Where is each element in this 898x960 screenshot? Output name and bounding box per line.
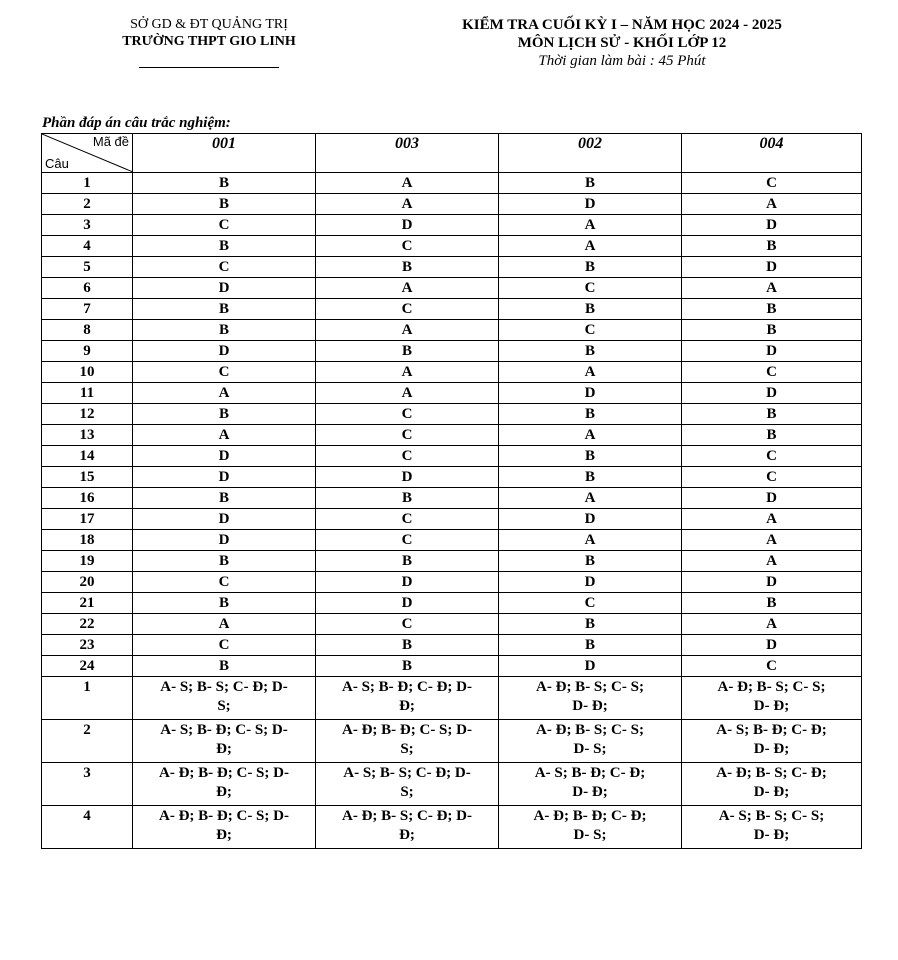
- true-false-answer-cell: [316, 763, 499, 806]
- answer-cell: A: [316, 320, 499, 341]
- answer-cell: D: [316, 593, 499, 614]
- answer-cell: C: [133, 362, 316, 383]
- answer-line: A- S; B- Đ; C- S; D-: [160, 722, 288, 738]
- answer-cell: C: [682, 656, 862, 677]
- answer-cell: A: [682, 614, 862, 635]
- exam-duration: Thời gian làm bài : 45 Phút: [538, 53, 706, 69]
- answer-cell: A: [682, 551, 862, 572]
- table-row: [42, 194, 862, 215]
- answer-cell: D: [133, 467, 316, 488]
- table-row: [42, 551, 862, 572]
- answer-cell: B: [499, 551, 682, 572]
- answer-cell: B: [499, 299, 682, 320]
- table-row: [42, 593, 862, 614]
- answer-cell: A: [133, 425, 316, 446]
- question-number-cell: 21: [42, 593, 133, 614]
- header-left: [74, 16, 344, 68]
- answer-cell: B: [499, 446, 682, 467]
- answer-cell: D: [682, 383, 862, 404]
- answer-cell: B: [682, 236, 862, 257]
- table-row: [42, 257, 862, 278]
- answer-cell: B: [316, 635, 499, 656]
- true-false-answer-cell: [682, 677, 862, 720]
- answer-cell: C: [499, 320, 682, 341]
- true-false-answer-cell: [316, 677, 499, 720]
- answer-line: A- Đ; B- Đ; C- Đ;: [533, 808, 647, 824]
- answer-line: S;: [400, 784, 414, 800]
- section-title: Phần đáp án câu trắc nghiệm:: [42, 115, 231, 131]
- answer-line: A- Đ; B- Đ; C- S; D-: [342, 722, 472, 738]
- answer-line: D- Đ;: [572, 784, 608, 800]
- answer-line: S;: [217, 698, 231, 714]
- true-false-answer-cell: [133, 763, 316, 806]
- table-row: [42, 362, 862, 383]
- question-number-cell: 11: [42, 383, 133, 404]
- question-number-cell: 17: [42, 509, 133, 530]
- true-false-answer-cell: [499, 763, 682, 806]
- answer-line: A- Đ; B- S; C- S;: [536, 722, 644, 738]
- answer-cell: C: [316, 425, 499, 446]
- answer-cell: C: [316, 614, 499, 635]
- answer-cell: B: [316, 551, 499, 572]
- answer-cell: B: [499, 341, 682, 362]
- answer-cell: B: [133, 488, 316, 509]
- table-row: [42, 425, 862, 446]
- table-row: [42, 299, 862, 320]
- answer-cell: B: [682, 299, 862, 320]
- answer-cell: B: [682, 320, 862, 341]
- answer-cell: C: [682, 467, 862, 488]
- question-number-cell: 1: [42, 677, 133, 720]
- question-number-cell: 6: [42, 278, 133, 299]
- answer-cell: D: [499, 572, 682, 593]
- question-number-cell: 12: [42, 404, 133, 425]
- answer-cell: A: [316, 362, 499, 383]
- answer-line: A- Đ; B- Đ; C- S; D-: [159, 765, 289, 781]
- question-number-cell: 16: [42, 488, 133, 509]
- question-number-cell: 1: [42, 173, 133, 194]
- table-row: [42, 656, 862, 677]
- table-row: [42, 236, 862, 257]
- answer-line: A- Đ; B- S; C- Đ; D-: [342, 808, 472, 824]
- answer-cell: A: [499, 362, 682, 383]
- answer-line: D- Đ;: [572, 698, 608, 714]
- answer-cell: A: [499, 236, 682, 257]
- answer-cell: D: [682, 635, 862, 656]
- answer-line: A- S; B- Đ; C- Đ;: [534, 765, 646, 781]
- corner-label-exam-code: Mã đề: [92, 134, 129, 149]
- answer-cell: C: [499, 278, 682, 299]
- school-name: TRƯỜNG THPT GIO LINH: [122, 34, 296, 49]
- answer-cell: B: [316, 488, 499, 509]
- answer-cell: B: [133, 173, 316, 194]
- answer-cell: A: [499, 530, 682, 551]
- true-false-answer-cell: [133, 677, 316, 720]
- table-row: [42, 763, 862, 806]
- answer-cell: A: [316, 383, 499, 404]
- exam-subject: MÔN LỊCH SỬ - KHỐI LỚP 12: [517, 35, 727, 51]
- answer-cell: B: [316, 257, 499, 278]
- answer-cell: B: [499, 614, 682, 635]
- table-row: [42, 572, 862, 593]
- answer-cell: A: [499, 425, 682, 446]
- answer-cell: B: [499, 635, 682, 656]
- answer-cell: C: [316, 236, 499, 257]
- answer-line: Đ;: [399, 698, 415, 714]
- question-number-cell: 2: [42, 720, 133, 763]
- true-false-answer-cell: [682, 806, 862, 849]
- table-row: [42, 215, 862, 236]
- answer-key-table: [41, 133, 862, 849]
- answer-cell: D: [499, 194, 682, 215]
- answer-cell: D: [133, 278, 316, 299]
- true-false-answer-cell: [499, 720, 682, 763]
- table-body: [42, 173, 862, 849]
- answer-cell: C: [499, 593, 682, 614]
- answer-cell: D: [682, 488, 862, 509]
- answer-cell: D: [682, 257, 862, 278]
- header-right: [392, 16, 852, 70]
- answer-cell: A: [682, 278, 862, 299]
- exam-code-header: 001: [133, 134, 316, 173]
- answer-cell: D: [682, 341, 862, 362]
- answer-cell: A: [499, 215, 682, 236]
- table-row: [42, 320, 862, 341]
- table-row: [42, 806, 862, 849]
- answer-cell: D: [133, 446, 316, 467]
- table-row: [42, 404, 862, 425]
- answer-cell: B: [682, 425, 862, 446]
- question-number-cell: 19: [42, 551, 133, 572]
- table-row: [42, 509, 862, 530]
- answer-cell: B: [316, 341, 499, 362]
- table-header-row: [42, 134, 862, 173]
- answer-cell: A: [682, 530, 862, 551]
- question-number-cell: 14: [42, 446, 133, 467]
- answer-cell: D: [499, 656, 682, 677]
- answer-line: A- Đ; B- S; C- Đ;: [716, 765, 827, 781]
- answer-line: S;: [400, 741, 414, 757]
- answer-cell: C: [316, 446, 499, 467]
- answer-line: D- Đ;: [753, 827, 790, 843]
- answer-cell: B: [133, 551, 316, 572]
- question-number-cell: 23: [42, 635, 133, 656]
- answer-line: A- Đ; B- S; C- S;: [717, 679, 826, 695]
- question-number-cell: 22: [42, 614, 133, 635]
- answer-cell: B: [133, 194, 316, 215]
- answer-cell: B: [133, 656, 316, 677]
- true-false-answer-cell: [682, 763, 862, 806]
- answer-cell: A: [133, 383, 316, 404]
- table-row: [42, 614, 862, 635]
- answer-cell: C: [133, 635, 316, 656]
- true-false-answer-cell: [316, 720, 499, 763]
- question-number-cell: 7: [42, 299, 133, 320]
- true-false-answer-cell: [682, 720, 862, 763]
- answer-cell: D: [499, 383, 682, 404]
- answer-line: D- S;: [573, 741, 607, 757]
- true-false-answer-cell: [499, 677, 682, 720]
- answer-cell: D: [133, 509, 316, 530]
- answer-cell: B: [499, 257, 682, 278]
- answer-cell: C: [316, 404, 499, 425]
- answer-cell: D: [316, 572, 499, 593]
- question-number-cell: 5: [42, 257, 133, 278]
- answer-cell: A: [316, 194, 499, 215]
- answer-cell: C: [133, 257, 316, 278]
- table-row: [42, 383, 862, 404]
- answer-line: Đ;: [399, 827, 415, 843]
- table-row: [42, 446, 862, 467]
- corner-header-cell: [42, 134, 133, 173]
- answer-cell: B: [133, 593, 316, 614]
- table-row: [42, 467, 862, 488]
- answer-cell: C: [682, 362, 862, 383]
- question-number-cell: 3: [42, 215, 133, 236]
- answer-cell: B: [133, 299, 316, 320]
- answer-cell: A: [316, 278, 499, 299]
- exam-code-header: 002: [499, 134, 682, 173]
- answer-line: D- Đ;: [753, 741, 790, 757]
- table-row: [42, 341, 862, 362]
- answer-line: A- S; B- S; C- S;: [718, 808, 825, 824]
- question-number-cell: 9: [42, 341, 133, 362]
- answer-line: Đ;: [216, 784, 232, 800]
- header-divider: [139, 67, 279, 68]
- answer-line: A- S; B- Đ; C- Đ;: [716, 722, 827, 738]
- answer-cell: B: [133, 404, 316, 425]
- answer-cell: C: [316, 509, 499, 530]
- answer-cell: C: [316, 530, 499, 551]
- answer-cell: B: [499, 173, 682, 194]
- answer-line: A- S; B- Đ; C- Đ; D-: [342, 679, 472, 695]
- answer-cell: D: [133, 341, 316, 362]
- answer-line: D- S;: [573, 827, 607, 843]
- answer-cell: D: [682, 572, 862, 593]
- answer-cell: D: [499, 509, 682, 530]
- table-row: [42, 278, 862, 299]
- department-name: SỞ GD & ĐT QUẢNG TRỊ: [130, 17, 288, 32]
- question-number-cell: 10: [42, 362, 133, 383]
- table-row: [42, 677, 862, 720]
- question-number-cell: 4: [42, 236, 133, 257]
- table-row: [42, 530, 862, 551]
- question-number-cell: 8: [42, 320, 133, 341]
- answer-line: A- Đ; B- S; C- S;: [536, 679, 644, 695]
- true-false-answer-cell: [133, 806, 316, 849]
- answer-cell: B: [316, 656, 499, 677]
- answer-line: D- Đ;: [753, 784, 790, 800]
- answer-cell: A: [316, 173, 499, 194]
- exam-title: KIỂM TRA CUỐI KỲ I – NĂM HỌC 2024 - 2025: [462, 17, 782, 33]
- answer-cell: A: [682, 194, 862, 215]
- answer-line: Đ;: [216, 827, 232, 843]
- answer-cell: D: [316, 215, 499, 236]
- question-number-cell: 13: [42, 425, 133, 446]
- true-false-answer-cell: [316, 806, 499, 849]
- answer-line: A- S; B- S; C- Đ; D-: [160, 679, 288, 695]
- answer-cell: B: [133, 236, 316, 257]
- question-number-cell: 2: [42, 194, 133, 215]
- answer-cell: D: [133, 530, 316, 551]
- question-number-cell: 3: [42, 763, 133, 806]
- corner-label-question: Câu: [45, 156, 69, 171]
- answer-cell: C: [133, 572, 316, 593]
- answer-line: Đ;: [216, 741, 232, 757]
- answer-cell: C: [316, 299, 499, 320]
- exam-code-header: 003: [316, 134, 499, 173]
- answer-cell: B: [682, 593, 862, 614]
- true-false-answer-cell: [133, 720, 316, 763]
- answer-cell: A: [133, 614, 316, 635]
- question-number-cell: 4: [42, 806, 133, 849]
- table-row: [42, 720, 862, 763]
- answer-cell: A: [682, 509, 862, 530]
- answer-cell: D: [316, 467, 499, 488]
- answer-cell: C: [682, 173, 862, 194]
- table-row: [42, 173, 862, 194]
- answer-line: A- S; B- S; C- Đ; D-: [343, 765, 471, 781]
- answer-cell: C: [133, 215, 316, 236]
- exam-code-header: 004: [682, 134, 862, 173]
- answer-cell: B: [682, 404, 862, 425]
- answer-line: A- Đ; B- Đ; C- S; D-: [159, 808, 289, 824]
- question-number-cell: 20: [42, 572, 133, 593]
- question-number-cell: 15: [42, 467, 133, 488]
- table-row: [42, 635, 862, 656]
- answer-cell: D: [682, 215, 862, 236]
- answer-line: D- Đ;: [753, 698, 790, 714]
- answer-cell: C: [682, 446, 862, 467]
- answer-cell: B: [133, 320, 316, 341]
- table-row: [42, 488, 862, 509]
- question-number-cell: 24: [42, 656, 133, 677]
- answer-cell: B: [499, 467, 682, 488]
- answer-cell: A: [499, 488, 682, 509]
- question-number-cell: 18: [42, 530, 133, 551]
- answer-cell: B: [499, 404, 682, 425]
- true-false-answer-cell: [499, 806, 682, 849]
